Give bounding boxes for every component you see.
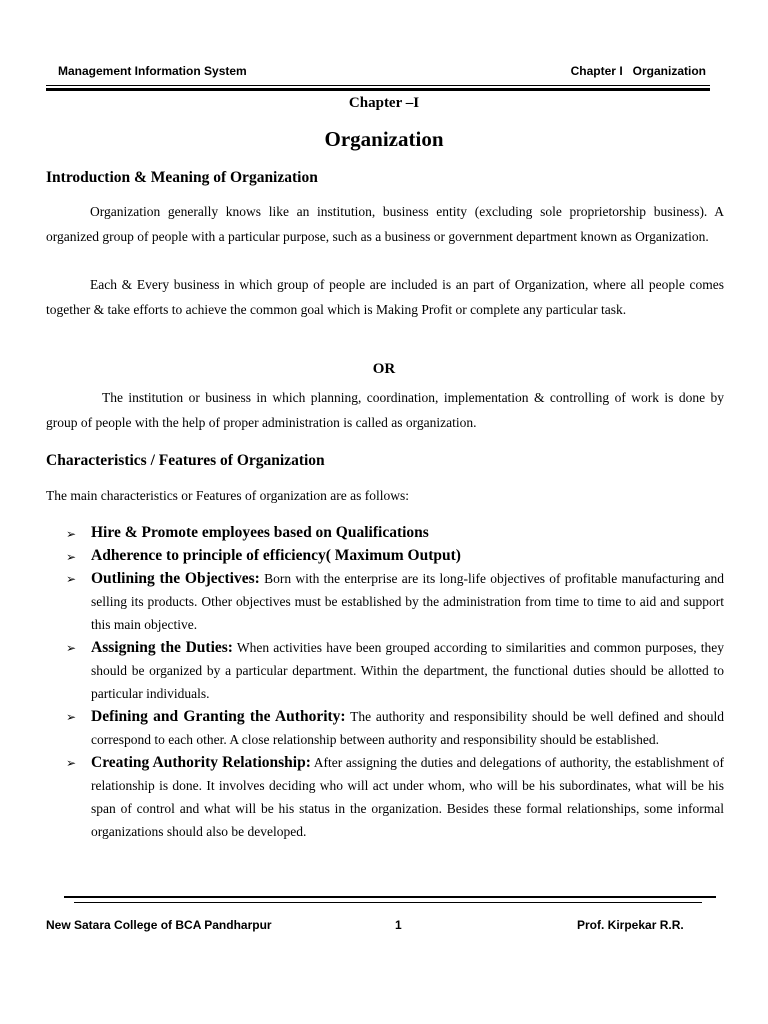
- list-item: [66, 636, 724, 705]
- intro-paragraph-2: [46, 273, 724, 322]
- page-header: [46, 64, 710, 78]
- intro-paragraph-3: [46, 386, 724, 435]
- footer-rule-thin: [74, 902, 702, 903]
- list-item-text: After assigning the duties and delegations of authority, the establishment of relationship is done. It involves deciding who will act under whom, who will be his subordinates, what will be his span of control and what will be his status in the organization. Besides these formal relationships, some informal organizations should also be developed.: [91, 755, 724, 839]
- arrow-bullet-icon: ➢: [66, 710, 77, 724]
- intro-paragraph-3-text: The institution or business in which planning, coordination, implementation & controlling of work is done by group of people with the help of proper administration is called as organization.: [46, 390, 724, 430]
- intro-paragraph-1: [46, 200, 724, 249]
- list-item-text: Born with the enterprise are its long-life objectives of profitable manufacturing and selling its products. Other objectives must be established by the administration from time to time to aid and support this main objective.: [91, 571, 724, 632]
- section-heading-characteristics: Characteristics / Features of Organization: [46, 452, 325, 469]
- list-item-lead: Assigning the Duties:: [91, 639, 233, 656]
- header-rule-thick: [46, 88, 710, 91]
- arrow-bullet-icon: ➢: [66, 641, 77, 655]
- footer-page-number: 1: [395, 918, 402, 932]
- arrow-bullet-icon: ➢: [66, 549, 77, 564]
- list-item: ➢ Adherence to principle of efficiency( Maximum Output): [66, 545, 724, 568]
- list-item-text: When activities have been grouped according to similarities and common purposes, they should be organized by a particular department. Within the department, the functional duties should be allotted to particular individuals.: [91, 640, 724, 701]
- list-item-lead: Creating Authority Relationship:: [91, 754, 311, 771]
- list-item: ➢ Hire & Promote employees based on Qualifications: [66, 522, 724, 545]
- header-chapter-title: Chapter I Organization: [570, 64, 706, 78]
- header-course-title: Management Information System: [58, 64, 247, 78]
- list-item: [66, 567, 724, 636]
- arrow-bullet-icon: ➢: [66, 527, 77, 541]
- chapter-label: Chapter –I: [348, 95, 420, 111]
- arrow-bullet-icon: ➢: [66, 572, 77, 586]
- header-rule-thin: [46, 85, 710, 86]
- characteristics-list: [66, 522, 724, 843]
- arrow-bullet-icon: ➢: [66, 756, 77, 770]
- list-item: [66, 705, 724, 751]
- list-item-lead: Outlining the Objectives:: [91, 570, 260, 587]
- characteristics-intro: The main characteristics or Features of organization are as follows:: [46, 488, 409, 503]
- intro-paragraph-2-text: Each & Every business in which group of people are included is an part of Organization, where all people comes together & take efforts to achieve the common goal which is Making Profit or complete any particular task.: [46, 277, 724, 317]
- list-item: [66, 751, 724, 843]
- footer-rule-thick: [64, 896, 716, 898]
- intro-paragraph-1-text: Organization generally knows like an institution, business entity (excluding sole proprietorship business). A organized group of people with a particular purpose, such as a business or government department known as Organization.: [46, 204, 724, 244]
- section-heading-introduction: Introduction & Meaning of Organization: [46, 169, 318, 186]
- or-separator: OR: [372, 361, 396, 377]
- list-item-text: The authority and responsibility should be well defined and should correspond to each other. A close relationship between authority and responsibility should be established.: [91, 709, 724, 747]
- footer-college-name: New Satara College of BCA Pandharpur: [46, 918, 272, 932]
- footer-author: Prof. Kirpekar R.R.: [577, 918, 684, 932]
- page-title: Organization: [324, 127, 444, 151]
- list-item-lead: Defining and Granting the Authority:: [91, 708, 346, 725]
